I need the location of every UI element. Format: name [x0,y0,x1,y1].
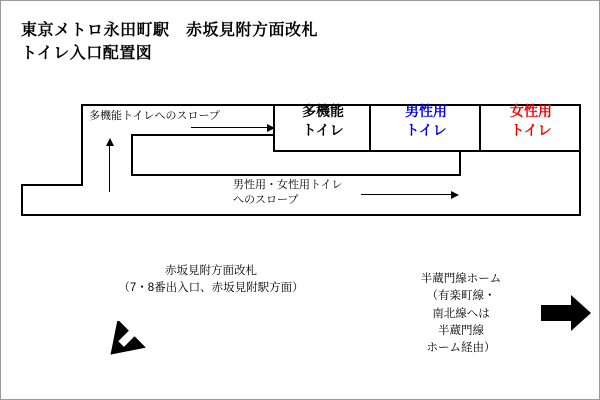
wall-corridor-lower [131,174,461,176]
wall-divider-multi-right [369,104,371,152]
caption-hanzomon-platform-line3: 南北線へは [432,307,490,320]
arrow-head-multipurpose-slope [267,124,275,132]
wall-corridor-left [131,134,133,176]
caption-hanzomon-platform-line1: 半蔵門線ホーム [420,273,502,285]
room-label-female-line2: トイレ [510,121,552,138]
room-label-female [483,102,579,140]
wall-bottom [21,214,581,216]
annotation-mf-slope [233,178,342,209]
wall-divider-male-right [479,104,481,152]
caption-ticket-gate-line2: （7・8番出入口、赤坂見附駅方面） [118,282,304,295]
room-label-multipurpose [277,102,369,140]
arrow-line-up-corridor [109,144,110,192]
caption-ticket-gate-line1: 赤坂見附方面改札 [165,265,257,277]
arrow-right-icon [541,293,591,333]
wall-room-bottom [273,150,581,152]
wall-left-inner [81,104,83,186]
caption-hanzomon-platform-line4: 半蔵門線 [438,324,484,337]
caption-hanzomon-platform [391,271,531,357]
caption-ticket-gate [81,263,341,298]
arrow-head-mf-slope [451,191,459,199]
annotation-mf-slope-line2: へのスロープ [233,194,299,207]
room-label-female-line1: 女性用 [510,103,552,119]
arrow-down-left-icon [91,321,147,377]
caption-hanzomon-platform-line5: ホーム経由） [426,342,496,354]
caption-hanzomon-platform-line2: （有楽町線・ [426,290,496,303]
annotation-multipurpose-slope: 多機能トイレへのスロープ [89,110,220,122]
wall-corridor-right [459,152,461,176]
wall-left-step [21,184,83,186]
room-label-male-line1: 男性用 [405,103,447,119]
arrow-line-multipurpose-slope [191,127,269,128]
arrow-line-mf-slope [361,194,453,195]
wall-right-outer [579,104,581,216]
page-title-line-1: 東京メトロ永田町駅 赤坂見附方面改札 [21,22,319,39]
room-label-male [373,102,479,140]
page-title [21,19,318,65]
wall-corridor-top [131,134,275,136]
room-label-multipurpose-line2: トイレ [302,121,344,138]
page-title-line-2: トイレ入口配置図 [21,45,153,63]
room-label-male-line2: トイレ [405,121,447,138]
arrow-head-up-corridor [106,138,114,146]
wall-left-outer [21,184,23,216]
room-label-multipurpose-line1: 多機能 [302,103,344,119]
toilet-layout-diagram [1,86,600,231]
annotation-mf-slope-line1: 男性用・女性用トイレ [233,179,343,191]
